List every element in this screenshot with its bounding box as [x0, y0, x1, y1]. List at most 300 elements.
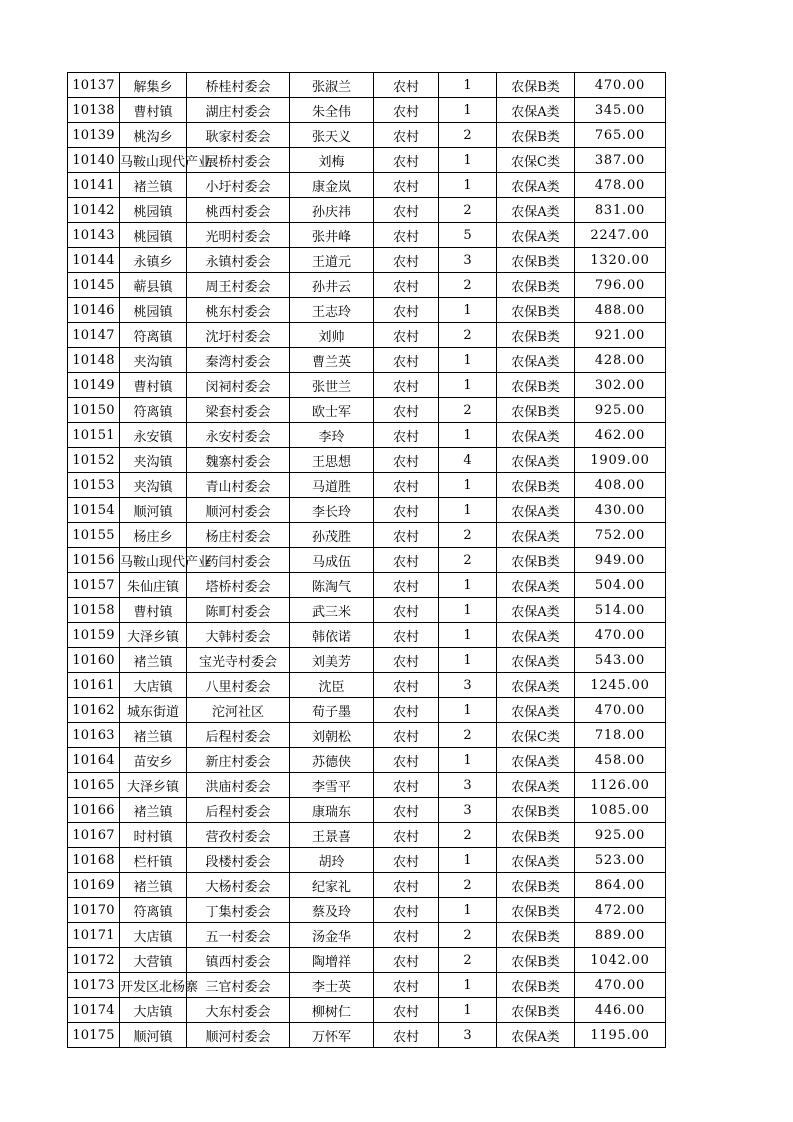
- person-name-cell: 胡玲: [290, 848, 374, 873]
- household-type-cell: 农村: [374, 948, 439, 973]
- township-cell: 褚兰镇: [120, 873, 187, 898]
- village-committee-cell: 三官村委会: [187, 973, 290, 998]
- person-name-cell: 李长玲: [290, 498, 374, 523]
- insurance-category-cell: 农保B类: [497, 798, 575, 823]
- household-type-cell: 农村: [374, 498, 439, 523]
- record-id-cell: 10168: [68, 848, 120, 873]
- township-cell: 大泽乡镇: [120, 773, 187, 798]
- table-row: [68, 248, 666, 273]
- household-type-cell: 农村: [374, 773, 439, 798]
- amount-cell: 752.00: [575, 523, 666, 548]
- township-cell: 符离镇: [120, 398, 187, 423]
- record-id-cell: 10137: [68, 73, 120, 98]
- person-name-cell: 曹兰英: [290, 348, 374, 373]
- person-name-cell: 荀子墨: [290, 698, 374, 723]
- amount-cell: 1245.00: [575, 673, 666, 698]
- household-type-cell: 农村: [374, 248, 439, 273]
- amount-cell: 925.00: [575, 823, 666, 848]
- household-type-cell: 农村: [374, 398, 439, 423]
- record-id-cell: 10139: [68, 123, 120, 148]
- table-row: [68, 998, 666, 1023]
- person-name-cell: 陈淘气: [290, 573, 374, 598]
- village-committee-cell: 沱河社区: [187, 698, 290, 723]
- household-type-cell: 农村: [374, 998, 439, 1023]
- table-row: [68, 173, 666, 198]
- person-name-cell: 刘美芳: [290, 648, 374, 673]
- township-cell: 解集乡: [120, 73, 187, 98]
- family-size-cell: 5: [439, 223, 497, 248]
- township-cell: 大泽乡镇: [120, 623, 187, 648]
- insurance-category-cell: 农保B类: [497, 898, 575, 923]
- person-name-cell: 汤金华: [290, 923, 374, 948]
- insurance-category-cell: 农保B类: [497, 973, 575, 998]
- insurance-category-cell: 农保A类: [497, 98, 575, 123]
- township-cell: 褚兰镇: [120, 798, 187, 823]
- amount-cell: 1126.00: [575, 773, 666, 798]
- village-committee-cell: 八里村委会: [187, 673, 290, 698]
- record-id-cell: 10172: [68, 948, 120, 973]
- family-size-cell: 3: [439, 1023, 497, 1048]
- family-size-cell: 1: [439, 73, 497, 98]
- village-committee-cell: 青山村委会: [187, 473, 290, 498]
- person-name-cell: 马成伍: [290, 548, 374, 573]
- family-size-cell: 1: [439, 648, 497, 673]
- village-committee-cell: 塔桥村委会: [187, 573, 290, 598]
- insurance-category-cell: 农保A类: [497, 598, 575, 623]
- household-type-cell: 农村: [374, 648, 439, 673]
- family-size-cell: 3: [439, 798, 497, 823]
- table-row: [68, 623, 666, 648]
- insurance-category-cell: 农保A类: [497, 348, 575, 373]
- family-size-cell: 1: [439, 598, 497, 623]
- person-name-cell: 孙茂胜: [290, 523, 374, 548]
- amount-cell: 428.00: [575, 348, 666, 373]
- township-cell: 褚兰镇: [120, 648, 187, 673]
- insurance-category-cell: 农保A类: [497, 623, 575, 648]
- record-id-cell: 10155: [68, 523, 120, 548]
- township-cell: 杨庄乡: [120, 523, 187, 548]
- table-row: [68, 873, 666, 898]
- household-type-cell: 农村: [374, 698, 439, 723]
- household-type-cell: 农村: [374, 198, 439, 223]
- table-row: [68, 573, 666, 598]
- amount-cell: 302.00: [575, 373, 666, 398]
- insurance-category-cell: 农保B类: [497, 823, 575, 848]
- household-type-cell: 农村: [374, 748, 439, 773]
- household-type-cell: 农村: [374, 673, 439, 698]
- table-row: [68, 848, 666, 873]
- township-cell: 马鞍山现代产业: [120, 148, 187, 173]
- record-id-cell: 10175: [68, 1023, 120, 1048]
- table-row: [68, 198, 666, 223]
- family-size-cell: 1: [439, 623, 497, 648]
- family-size-cell: 1: [439, 498, 497, 523]
- village-committee-cell: 新庄村委会: [187, 748, 290, 773]
- household-type-cell: 农村: [374, 423, 439, 448]
- record-id-cell: 10174: [68, 998, 120, 1023]
- village-committee-cell: 魏寨村委会: [187, 448, 290, 473]
- insurance-category-cell: 农保B类: [497, 398, 575, 423]
- record-id-cell: 10151: [68, 423, 120, 448]
- record-id-cell: 10141: [68, 173, 120, 198]
- family-size-cell: 2: [439, 273, 497, 298]
- household-type-cell: 农村: [374, 923, 439, 948]
- amount-cell: 345.00: [575, 98, 666, 123]
- village-committee-cell: 陈町村委会: [187, 598, 290, 623]
- amount-cell: 2247.00: [575, 223, 666, 248]
- household-type-cell: 农村: [374, 473, 439, 498]
- family-size-cell: 1: [439, 998, 497, 1023]
- record-id-cell: 10148: [68, 348, 120, 373]
- table-row: [68, 648, 666, 673]
- village-committee-cell: 洪庙村委会: [187, 773, 290, 798]
- amount-cell: 921.00: [575, 323, 666, 348]
- household-type-cell: 农村: [374, 323, 439, 348]
- household-type-cell: 农村: [374, 623, 439, 648]
- person-name-cell: 刘帅: [290, 323, 374, 348]
- person-name-cell: 李玲: [290, 423, 374, 448]
- village-committee-cell: 后程村委会: [187, 723, 290, 748]
- household-type-cell: 农村: [374, 223, 439, 248]
- person-name-cell: 纪家礼: [290, 873, 374, 898]
- family-size-cell: 3: [439, 248, 497, 273]
- amount-cell: 796.00: [575, 273, 666, 298]
- table-row: [68, 448, 666, 473]
- amount-cell: 514.00: [575, 598, 666, 623]
- person-name-cell: 武三米: [290, 598, 374, 623]
- household-type-cell: 农村: [374, 348, 439, 373]
- township-cell: 桃园镇: [120, 198, 187, 223]
- family-size-cell: 2: [439, 398, 497, 423]
- family-size-cell: 1: [439, 298, 497, 323]
- person-name-cell: 万怀军: [290, 1023, 374, 1048]
- township-cell: 符离镇: [120, 898, 187, 923]
- township-cell: 曹村镇: [120, 98, 187, 123]
- record-id-cell: 10146: [68, 298, 120, 323]
- amount-cell: 831.00: [575, 198, 666, 223]
- family-size-cell: 1: [439, 973, 497, 998]
- table-row: [68, 548, 666, 573]
- record-id-cell: 10161: [68, 673, 120, 698]
- family-size-cell: 1: [439, 173, 497, 198]
- insurance-category-cell: 农保C类: [497, 148, 575, 173]
- village-committee-cell: 光明村委会: [187, 223, 290, 248]
- family-size-cell: 2: [439, 198, 497, 223]
- township-cell: 夹沟镇: [120, 473, 187, 498]
- insurance-category-cell: 农保B类: [497, 298, 575, 323]
- record-id-cell: 10138: [68, 98, 120, 123]
- person-name-cell: 李士英: [290, 973, 374, 998]
- insurance-category-cell: 农保B类: [497, 123, 575, 148]
- amount-cell: 470.00: [575, 73, 666, 98]
- person-name-cell: 李雪平: [290, 773, 374, 798]
- table-row: [68, 123, 666, 148]
- record-id-cell: 10169: [68, 873, 120, 898]
- person-name-cell: 马道胜: [290, 473, 374, 498]
- household-type-cell: 农村: [374, 898, 439, 923]
- record-id-cell: 10163: [68, 723, 120, 748]
- person-name-cell: 孙庆祎: [290, 198, 374, 223]
- household-type-cell: 农村: [374, 973, 439, 998]
- table-row: [68, 273, 666, 298]
- table-row: [68, 223, 666, 248]
- amount-cell: 765.00: [575, 123, 666, 148]
- table-row: [68, 73, 666, 98]
- township-cell: 大营镇: [120, 948, 187, 973]
- table-row: [68, 523, 666, 548]
- person-name-cell: 王思想: [290, 448, 374, 473]
- insurance-category-cell: 农保B类: [497, 73, 575, 98]
- township-cell: 马鞍山现代产业: [120, 548, 187, 573]
- family-size-cell: 2: [439, 723, 497, 748]
- record-id-cell: 10156: [68, 548, 120, 573]
- family-size-cell: 1: [439, 698, 497, 723]
- village-committee-cell: 大韩村委会: [187, 623, 290, 648]
- village-committee-cell: 大东村委会: [187, 998, 290, 1023]
- township-cell: 永镇乡: [120, 248, 187, 273]
- household-type-cell: 农村: [374, 173, 439, 198]
- table-row: [68, 823, 666, 848]
- insurance-category-cell: 农保A类: [497, 198, 575, 223]
- household-type-cell: 农村: [374, 98, 439, 123]
- village-committee-cell: 小圩村委会: [187, 173, 290, 198]
- village-committee-cell: 梁套村委会: [187, 398, 290, 423]
- insurance-category-cell: 农保B类: [497, 548, 575, 573]
- insurance-category-cell: 农保B类: [497, 248, 575, 273]
- township-cell: 朱仙庄镇: [120, 573, 187, 598]
- amount-cell: 925.00: [575, 398, 666, 423]
- household-type-cell: 农村: [374, 523, 439, 548]
- insurance-category-cell: 农保A类: [497, 1023, 575, 1048]
- person-name-cell: 康金岚: [290, 173, 374, 198]
- township-cell: 曹村镇: [120, 598, 187, 623]
- table-row: [68, 498, 666, 523]
- table-row: [68, 798, 666, 823]
- amount-cell: 889.00: [575, 923, 666, 948]
- village-committee-cell: 展桥村委会: [187, 148, 290, 173]
- table-row: [68, 98, 666, 123]
- family-size-cell: 2: [439, 948, 497, 973]
- table-row: [68, 1023, 666, 1048]
- insurance-category-cell: 农保B类: [497, 473, 575, 498]
- insurance-category-cell: 农保B类: [497, 323, 575, 348]
- amount-cell: 470.00: [575, 623, 666, 648]
- insurance-category-cell: 农保A类: [497, 448, 575, 473]
- record-id-cell: 10171: [68, 923, 120, 948]
- village-committee-cell: 沈圩村委会: [187, 323, 290, 348]
- insurance-category-cell: 农保A类: [497, 423, 575, 448]
- person-name-cell: 张淑兰: [290, 73, 374, 98]
- person-name-cell: 张世兰: [290, 373, 374, 398]
- insurance-category-cell: 农保B类: [497, 373, 575, 398]
- amount-cell: 408.00: [575, 473, 666, 498]
- person-name-cell: 柳树仁: [290, 998, 374, 1023]
- village-committee-cell: 湖庄村委会: [187, 98, 290, 123]
- family-size-cell: 2: [439, 323, 497, 348]
- table-row: [68, 748, 666, 773]
- record-id-cell: 10170: [68, 898, 120, 923]
- table-row: [68, 298, 666, 323]
- insurance-category-cell: 农保A类: [497, 698, 575, 723]
- record-id-cell: 10160: [68, 648, 120, 673]
- insurance-category-cell: 农保A类: [497, 648, 575, 673]
- table-row: [68, 373, 666, 398]
- record-id-cell: 10173: [68, 973, 120, 998]
- table-row: [68, 673, 666, 698]
- amount-cell: 478.00: [575, 173, 666, 198]
- village-committee-cell: 五一村委会: [187, 923, 290, 948]
- village-committee-cell: 周王村委会: [187, 273, 290, 298]
- person-name-cell: 韩依诺: [290, 623, 374, 648]
- family-size-cell: 1: [439, 423, 497, 448]
- insurance-category-cell: 农保A类: [497, 223, 575, 248]
- insurance-category-cell: 农保A类: [497, 523, 575, 548]
- amount-cell: 718.00: [575, 723, 666, 748]
- record-id-cell: 10164: [68, 748, 120, 773]
- household-type-cell: 农村: [374, 598, 439, 623]
- record-id-cell: 10153: [68, 473, 120, 498]
- insurance-category-cell: 农保B类: [497, 273, 575, 298]
- record-id-cell: 10154: [68, 498, 120, 523]
- person-name-cell: 王志玲: [290, 298, 374, 323]
- household-type-cell: 农村: [374, 448, 439, 473]
- table-row: [68, 598, 666, 623]
- township-cell: 夹沟镇: [120, 448, 187, 473]
- township-cell: 桃园镇: [120, 298, 187, 323]
- table-row: [68, 948, 666, 973]
- township-cell: 大店镇: [120, 998, 187, 1023]
- household-type-cell: 农村: [374, 548, 439, 573]
- township-cell: 顺河镇: [120, 498, 187, 523]
- village-committee-cell: 桃西村委会: [187, 198, 290, 223]
- family-size-cell: 1: [439, 98, 497, 123]
- table-row: [68, 698, 666, 723]
- person-name-cell: 沈臣: [290, 673, 374, 698]
- township-cell: 大店镇: [120, 923, 187, 948]
- table-row: [68, 323, 666, 348]
- insurance-category-cell: 农保A类: [497, 173, 575, 198]
- person-name-cell: 陶增祥: [290, 948, 374, 973]
- township-cell: 桃园镇: [120, 223, 187, 248]
- family-size-cell: 2: [439, 523, 497, 548]
- person-name-cell: 王道元: [290, 248, 374, 273]
- family-size-cell: 2: [439, 123, 497, 148]
- township-cell: 栏杆镇: [120, 848, 187, 873]
- table-row: [68, 773, 666, 798]
- insurance-category-cell: 农保A类: [497, 673, 575, 698]
- township-cell: 褚兰镇: [120, 723, 187, 748]
- family-size-cell: 2: [439, 923, 497, 948]
- family-size-cell: 1: [439, 748, 497, 773]
- household-type-cell: 农村: [374, 823, 439, 848]
- village-committee-cell: 丁集村委会: [187, 898, 290, 923]
- village-committee-cell: 顺河村委会: [187, 1023, 290, 1048]
- person-name-cell: 蔡及玲: [290, 898, 374, 923]
- record-id-cell: 10145: [68, 273, 120, 298]
- table-row: [68, 348, 666, 373]
- amount-cell: 462.00: [575, 423, 666, 448]
- village-committee-cell: 永镇村委会: [187, 248, 290, 273]
- insurance-category-cell: 农保A类: [497, 573, 575, 598]
- household-type-cell: 农村: [374, 273, 439, 298]
- family-size-cell: 2: [439, 873, 497, 898]
- amount-cell: 864.00: [575, 873, 666, 898]
- household-type-cell: 农村: [374, 848, 439, 873]
- amount-cell: 523.00: [575, 848, 666, 873]
- person-name-cell: 张井峰: [290, 223, 374, 248]
- household-type-cell: 农村: [374, 373, 439, 398]
- amount-cell: 543.00: [575, 648, 666, 673]
- record-id-cell: 10143: [68, 223, 120, 248]
- amount-cell: 1042.00: [575, 948, 666, 973]
- record-id-cell: 10167: [68, 823, 120, 848]
- person-name-cell: 欧士军: [290, 398, 374, 423]
- record-id-cell: 10158: [68, 598, 120, 623]
- village-committee-cell: 药闫村委会: [187, 548, 290, 573]
- record-id-cell: 10157: [68, 573, 120, 598]
- person-name-cell: 王景喜: [290, 823, 374, 848]
- village-committee-cell: 宝光寺村委会: [187, 648, 290, 673]
- household-type-cell: 农村: [374, 723, 439, 748]
- household-type-cell: 农村: [374, 798, 439, 823]
- family-size-cell: 1: [439, 898, 497, 923]
- household-type-cell: 农村: [374, 148, 439, 173]
- township-cell: 城东街道: [120, 698, 187, 723]
- township-cell: 大店镇: [120, 673, 187, 698]
- insurance-category-cell: 农保A类: [497, 773, 575, 798]
- township-cell: 桃沟乡: [120, 123, 187, 148]
- village-committee-cell: 后程村委会: [187, 798, 290, 823]
- township-cell: 苗安乡: [120, 748, 187, 773]
- village-committee-cell: 桃东村委会: [187, 298, 290, 323]
- family-size-cell: 2: [439, 823, 497, 848]
- family-size-cell: 1: [439, 148, 497, 173]
- person-name-cell: 孙井云: [290, 273, 374, 298]
- amount-cell: 387.00: [575, 148, 666, 173]
- person-name-cell: 苏德侠: [290, 748, 374, 773]
- record-id-cell: 10149: [68, 373, 120, 398]
- family-size-cell: 1: [439, 348, 497, 373]
- amount-cell: 472.00: [575, 898, 666, 923]
- family-size-cell: 1: [439, 373, 497, 398]
- record-id-cell: 10162: [68, 698, 120, 723]
- household-type-cell: 农村: [374, 873, 439, 898]
- record-id-cell: 10166: [68, 798, 120, 823]
- family-size-cell: 2: [439, 548, 497, 573]
- family-size-cell: 1: [439, 473, 497, 498]
- table-row: [68, 898, 666, 923]
- person-name-cell: 刘梅: [290, 148, 374, 173]
- table-row: [68, 148, 666, 173]
- village-committee-cell: 杨庄村委会: [187, 523, 290, 548]
- table-row: [68, 398, 666, 423]
- village-committee-cell: 营孜村委会: [187, 823, 290, 848]
- family-size-cell: 3: [439, 773, 497, 798]
- amount-cell: 504.00: [575, 573, 666, 598]
- record-id-cell: 10150: [68, 398, 120, 423]
- table-row: [68, 723, 666, 748]
- township-cell: 褚兰镇: [120, 173, 187, 198]
- insurance-category-cell: 农保C类: [497, 723, 575, 748]
- person-name-cell: 刘朝松: [290, 723, 374, 748]
- household-type-cell: 农村: [374, 123, 439, 148]
- table-row: [68, 923, 666, 948]
- amount-cell: 949.00: [575, 548, 666, 573]
- family-size-cell: 4: [439, 448, 497, 473]
- table-row: [68, 973, 666, 998]
- person-name-cell: 朱全伟: [290, 98, 374, 123]
- township-cell: 符离镇: [120, 323, 187, 348]
